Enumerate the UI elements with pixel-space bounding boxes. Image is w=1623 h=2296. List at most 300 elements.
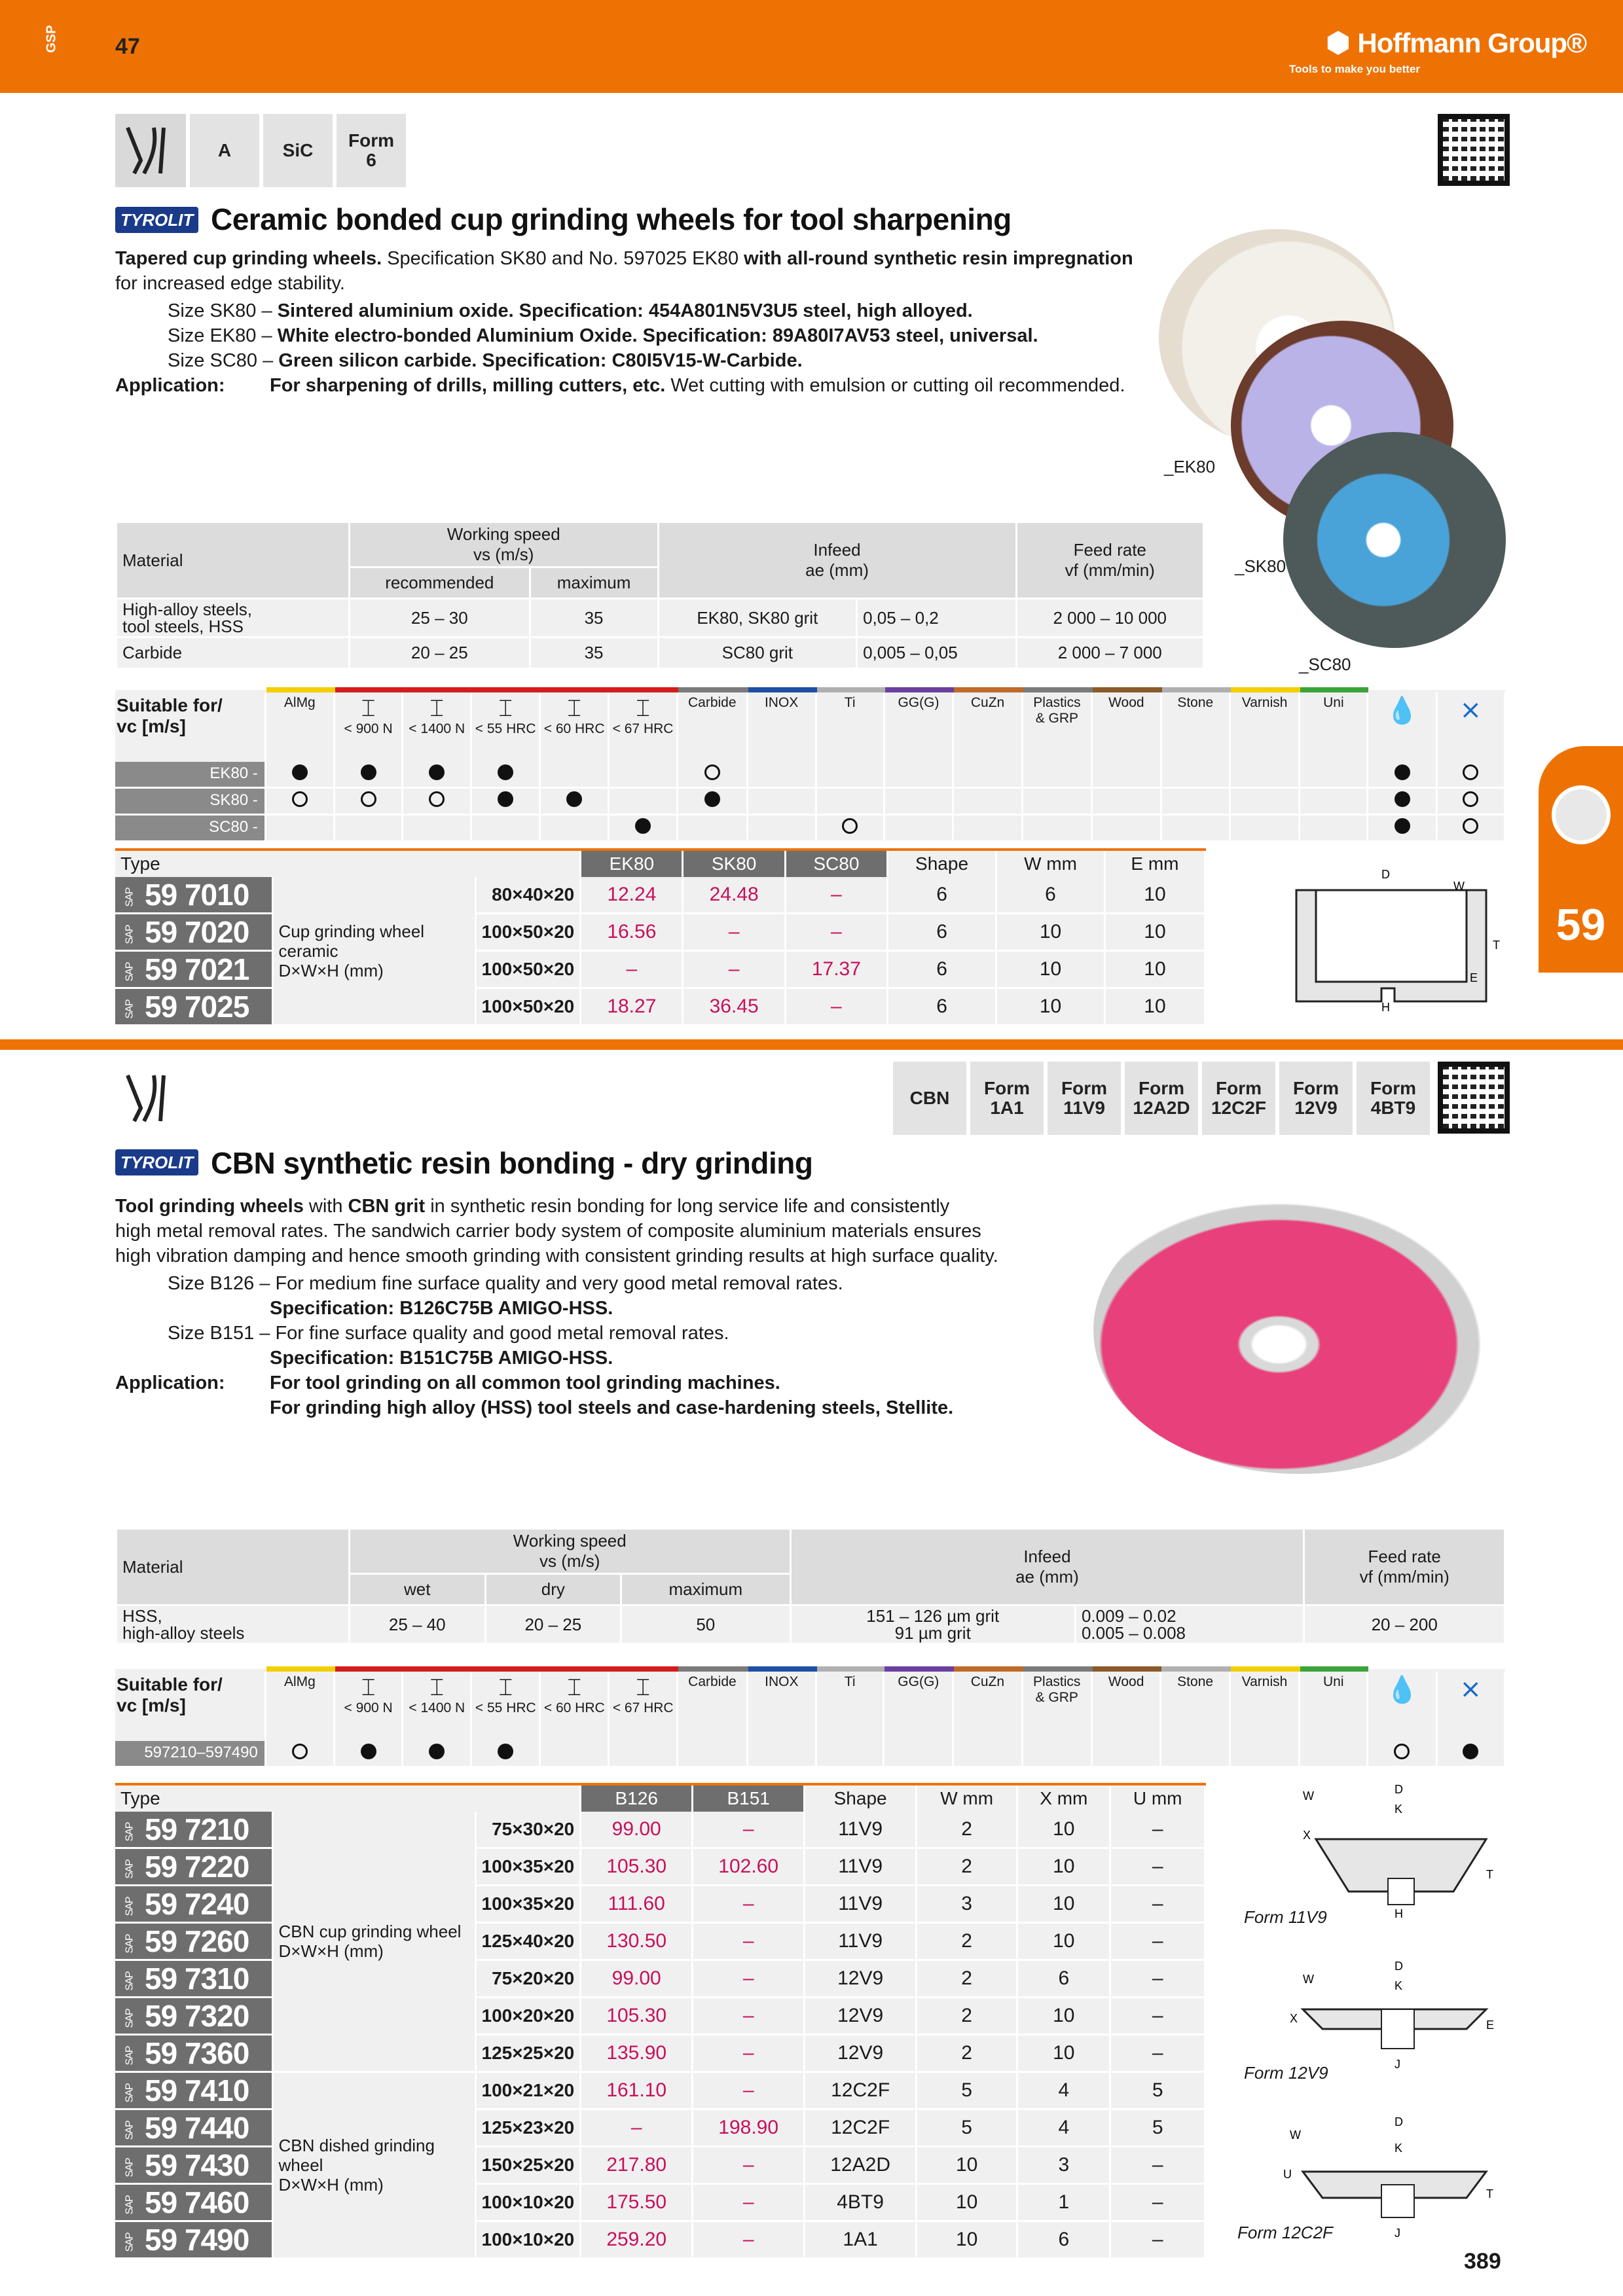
cell-shape: 1A1 bbox=[805, 2221, 917, 2259]
wet-drop-icon: 💧 bbox=[1368, 1669, 1436, 1741]
limited-mark bbox=[1463, 818, 1478, 834]
suit-col-5: ⌶ < 67 HRC bbox=[609, 690, 678, 762]
cell-e-mm: 10 bbox=[1104, 914, 1205, 951]
svg-text:D: D bbox=[1381, 868, 1390, 881]
cell-u-mm: – bbox=[1110, 2035, 1205, 2072]
cell-shape: 11V9 bbox=[805, 1812, 917, 1848]
suit-cell bbox=[1368, 788, 1436, 815]
cell-b151: – bbox=[693, 2221, 805, 2259]
cell-u-mm: – bbox=[1110, 1998, 1205, 2035]
article-number[interactable]: SAP 59 7460 bbox=[115, 2184, 272, 2221]
chapter-tab: 59 bbox=[1539, 746, 1623, 973]
cell-b126: 135.90 bbox=[581, 2035, 693, 2072]
suit-col-15: Uni bbox=[1300, 690, 1368, 762]
cell-b126: 161.10 bbox=[581, 2072, 693, 2109]
cell-e-mm: 10 bbox=[1104, 951, 1205, 988]
gsp-label: GSP bbox=[44, 25, 59, 53]
suit-col-8: Ti bbox=[816, 1669, 883, 1741]
cell-shape: 12V9 bbox=[805, 1960, 917, 1998]
suit-col-2: ⌶ < 1400 N bbox=[403, 1669, 471, 1741]
svg-text:H: H bbox=[1395, 1907, 1403, 1920]
suitable-mark bbox=[498, 764, 513, 780]
badge-sic: SiC bbox=[263, 114, 333, 187]
suitable-mark bbox=[429, 1744, 445, 1759]
suit-cell bbox=[678, 1741, 747, 1767]
article-number[interactable]: SAP 59 7410 bbox=[115, 2072, 272, 2109]
product-description: CBN dished grinding wheel D×W×H (mm) bbox=[272, 2072, 475, 2259]
dimension: 125×25×20 bbox=[475, 2035, 581, 2072]
suit-cell bbox=[953, 762, 1022, 788]
badge-1: Form 1A1 bbox=[970, 1062, 1044, 1135]
cell-sk80: – bbox=[683, 914, 785, 951]
badge-2: Form 11V9 bbox=[1048, 1062, 1121, 1135]
cell-b126: 99.00 bbox=[581, 1960, 693, 1998]
suit-cell bbox=[678, 815, 747, 842]
cell-b151: 102.60 bbox=[693, 1848, 805, 1886]
suit-col-6: Carbide bbox=[678, 690, 747, 762]
suit-col-4: ⌶ < 60 HRC bbox=[540, 690, 609, 762]
suit-cell bbox=[609, 1741, 678, 1767]
suit-cell bbox=[1436, 1741, 1504, 1767]
suit-col-4: ⌶ < 60 HRC bbox=[540, 1669, 609, 1741]
cell-x-mm: 4 bbox=[1017, 2072, 1110, 2109]
dimension: 125×23×20 bbox=[475, 2109, 581, 2147]
cell-sk80: – bbox=[683, 951, 785, 988]
material-table-2: Material Working speed vs (m/s) Infeed ae (mm) Feed rate vf (mm/min) wet dry maximum HSS, high-alloy steels 25 – 40 20 – 25 50 151 – 126 µm grit 91 µm grit 0.009 – 0.02 0.005 – 0.008 20 – 200 bbox=[115, 1528, 1506, 1645]
svg-text:K: K bbox=[1395, 1979, 1403, 1992]
dimension: 100×10×20 bbox=[475, 2221, 581, 2259]
svg-text:X: X bbox=[1290, 2012, 1298, 2025]
cell-w-mm: 10 bbox=[917, 2221, 1017, 2259]
dimension: 100×35×20 bbox=[475, 1886, 581, 1923]
dimension: 100×50×20 bbox=[475, 951, 581, 988]
qr-code[interactable] bbox=[1438, 114, 1510, 186]
suit-cell bbox=[1161, 815, 1230, 842]
section1-sizes: Size SK80 – Sintered aluminium oxide. Specification: 454A801N5V3U5 steel, high alloyed. Size EK80 – White electro-bonded Aluminium Oxide. Specification: 89A80I7AV53 steel, universal. Size SC80 – Green silicon carbide. Specification: C80I5V15-W-Carbide. Application: For sharpening of drills, milling cutters, etc. Wet cutting with emulsion or cutting oil recommended. bbox=[115, 300, 1125, 396]
suit-cell bbox=[747, 1741, 816, 1767]
article-number[interactable]: SAP 59 7021 bbox=[115, 951, 272, 988]
suit-col-11: Plastics & GRP bbox=[1022, 1669, 1091, 1741]
dimension: 125×40×20 bbox=[475, 1923, 581, 1960]
svg-text:D: D bbox=[1395, 2115, 1403, 2128]
suit-cell bbox=[1092, 788, 1161, 815]
suit-cell bbox=[953, 815, 1022, 842]
section2-intro: Tool grinding wheels with CBN grit in synthetic resin bonding for long service life and consistently high metal removal rates. The sandwich carrier body system of composite aluminium materials ensures high vibration damping and hence smooth grinding with consistent grinding results at high surface quality. bbox=[115, 1196, 998, 1266]
suit-cell bbox=[334, 815, 402, 842]
cell-w-mm: 3 bbox=[917, 1886, 1017, 1923]
cell-ek80: – bbox=[581, 951, 683, 988]
cell-b151: – bbox=[693, 1998, 805, 2035]
form-12c2f-label: Form 12C2F bbox=[1237, 2223, 1333, 2242]
badge-3: Form 12A2D bbox=[1125, 1062, 1198, 1135]
suit-cell bbox=[1436, 815, 1504, 842]
suit-row-label: EK80 - bbox=[115, 762, 265, 788]
suit-cell bbox=[953, 788, 1022, 815]
badge-5: Form 12V9 bbox=[1279, 1062, 1353, 1135]
cell-w-mm: 2 bbox=[917, 1923, 1017, 1960]
suitability-table-1 bbox=[115, 687, 1506, 842]
suit-cell bbox=[1230, 762, 1300, 788]
article-number[interactable]: SAP 59 7025 bbox=[115, 988, 272, 1026]
qr-code-2[interactable] bbox=[1438, 1062, 1510, 1134]
cell-u-mm: – bbox=[1110, 1812, 1205, 1848]
suit-cell bbox=[747, 762, 816, 788]
suit-cell bbox=[471, 1741, 540, 1767]
dimension: 100×50×20 bbox=[475, 988, 581, 1026]
suitable-mark bbox=[361, 764, 376, 780]
cell-sc80: – bbox=[785, 877, 887, 914]
cell-w-mm: 5 bbox=[917, 2109, 1017, 2147]
dimension: 100×50×20 bbox=[475, 914, 581, 951]
cell-u-mm: 5 bbox=[1110, 2109, 1205, 2147]
svg-text:W: W bbox=[1303, 1789, 1314, 1803]
suitable-mark bbox=[704, 791, 720, 807]
cell-x-mm: 10 bbox=[1017, 1923, 1110, 1960]
suit-cell bbox=[1022, 762, 1091, 788]
cell-w-mm: 5 bbox=[917, 2072, 1017, 2109]
dimension: 150×25×20 bbox=[475, 2147, 581, 2184]
suit-cell bbox=[816, 815, 884, 842]
suit-row bbox=[115, 815, 1505, 842]
cell-x-mm: 10 bbox=[1017, 2035, 1110, 2072]
suit-row-label: 597210–597490 bbox=[115, 1741, 265, 1767]
article-number[interactable]: SAP 59 7220 bbox=[115, 1848, 272, 1886]
cell-b151: – bbox=[693, 2035, 805, 2072]
cell-shape: 6 bbox=[888, 988, 996, 1026]
article-number[interactable]: SAP 59 7020 bbox=[115, 914, 272, 951]
suit-cell bbox=[403, 815, 471, 842]
suit-cell bbox=[1368, 815, 1436, 842]
tool-icon-2 bbox=[115, 1066, 186, 1131]
badge-form6: Form 6 bbox=[337, 114, 406, 187]
suit-cell bbox=[1300, 815, 1368, 842]
cell-w-mm: 10 bbox=[917, 2147, 1017, 2184]
suit-cell bbox=[884, 788, 953, 815]
dimension: 75×20×20 bbox=[475, 1960, 581, 1998]
article-number[interactable]: SAP 59 7210 bbox=[115, 1812, 272, 1848]
suit-cell bbox=[540, 1741, 609, 1767]
dry-drop-icon: ⨯ bbox=[1436, 690, 1504, 762]
svg-text:W: W bbox=[1303, 1973, 1314, 1986]
cell-b126: 105.30 bbox=[581, 1998, 693, 2035]
cell-b126: 259.20 bbox=[581, 2221, 693, 2259]
cell-u-mm: – bbox=[1110, 2147, 1205, 2184]
limited-mark bbox=[292, 1744, 308, 1759]
svg-text:K: K bbox=[1395, 1803, 1403, 1816]
cell-shape: 12C2F bbox=[805, 2072, 917, 2109]
product-description: Cup grinding wheel ceramic D×W×H (mm) bbox=[272, 877, 475, 1026]
cell-u-mm: – bbox=[1110, 1886, 1205, 1923]
cell-u-mm: – bbox=[1110, 1848, 1205, 1886]
svg-text:X: X bbox=[1303, 1829, 1311, 1842]
suitability-table-2 bbox=[115, 1666, 1506, 1768]
suit-cell bbox=[1022, 1741, 1091, 1767]
cell-b151: – bbox=[693, 2147, 805, 2184]
cell-u-mm: – bbox=[1110, 1960, 1205, 1998]
svg-text:D: D bbox=[1395, 1783, 1403, 1796]
cell-x-mm: 6 bbox=[1017, 1960, 1110, 1998]
cell-w-mm: 6 bbox=[996, 877, 1105, 914]
i-beam-icon: ⌶ bbox=[636, 1674, 651, 1700]
svg-text:H: H bbox=[1381, 1001, 1390, 1014]
badge-a: A bbox=[190, 114, 259, 187]
cell-x-mm: 3 bbox=[1017, 2147, 1110, 2184]
i-beam-icon: ⌶ bbox=[429, 1674, 445, 1700]
article-number[interactable]: SAP 59 7310 bbox=[115, 1960, 272, 1998]
brand-tagline: Tools to make you better bbox=[1289, 63, 1420, 75]
suit-cell bbox=[609, 762, 678, 788]
suit-cell bbox=[884, 1741, 953, 1767]
badges-section2 bbox=[893, 1062, 1430, 1135]
suitable-mark bbox=[635, 818, 651, 834]
suit-row-label: SK80 - bbox=[115, 788, 265, 815]
form-11v9-label: Form 11V9 bbox=[1244, 1907, 1327, 1927]
cell-x-mm: 4 bbox=[1017, 2109, 1110, 2147]
suit-col-9: GG(G) bbox=[884, 690, 953, 762]
suit-col-0: AlMg bbox=[265, 1669, 334, 1741]
limited-mark bbox=[361, 791, 376, 807]
suit-row bbox=[115, 788, 1505, 815]
suit-cell bbox=[747, 788, 816, 815]
svg-text:W: W bbox=[1453, 880, 1465, 893]
cell-b126: 175.50 bbox=[581, 2184, 693, 2221]
suit-cell bbox=[1300, 788, 1368, 815]
suit-cell bbox=[334, 1741, 402, 1767]
form-12v9-drawing bbox=[1277, 1957, 1512, 2075]
cell-w-mm: 2 bbox=[917, 1812, 1017, 1848]
suit-col-6: Carbide bbox=[678, 1669, 747, 1741]
cell-b151: – bbox=[693, 2072, 805, 2109]
suitable-mark bbox=[498, 791, 513, 807]
cell-b151: – bbox=[693, 2184, 805, 2221]
cell-w-mm: 10 bbox=[996, 988, 1105, 1026]
suit-row-label: SC80 - bbox=[115, 815, 265, 842]
cell-x-mm: 10 bbox=[1017, 1998, 1110, 2035]
cell-shape: 6 bbox=[888, 877, 996, 914]
i-beam-icon: ⌶ bbox=[429, 694, 445, 721]
limited-mark bbox=[842, 818, 858, 834]
dimension: 100×20×20 bbox=[475, 1998, 581, 2035]
cell-shape: 12A2D bbox=[805, 2147, 917, 2184]
cell-sc80: 17.37 bbox=[785, 951, 887, 988]
suitable-mark bbox=[1463, 1744, 1478, 1759]
suitable-mark bbox=[566, 791, 582, 807]
label-ek80: _EK80 bbox=[1164, 457, 1216, 476]
svg-text:D: D bbox=[1395, 1960, 1403, 1973]
cell-b151: – bbox=[693, 1923, 805, 1960]
svg-text:E: E bbox=[1470, 971, 1478, 984]
section2-title: CBN synthetic resin bonding - dry grinding bbox=[211, 1146, 813, 1180]
cell-ek80: 12.24 bbox=[581, 877, 683, 914]
cell-shape: 12V9 bbox=[805, 2035, 917, 2072]
dimension: 75×30×20 bbox=[475, 1812, 581, 1848]
suit-col-3: ⌶ < 55 HRC bbox=[471, 1669, 540, 1741]
cell-u-mm: – bbox=[1110, 2184, 1205, 2221]
table-row bbox=[115, 1812, 1205, 1848]
i-beam-icon: ⌶ bbox=[567, 694, 581, 721]
suit-cell bbox=[403, 762, 471, 788]
cell-u-mm: – bbox=[1110, 1923, 1205, 1960]
article-number[interactable]: SAP 59 7490 bbox=[115, 2221, 272, 2259]
dry-drop-icon: ⨯ bbox=[1436, 1669, 1504, 1741]
suitable-mark bbox=[498, 1744, 513, 1759]
suitable-mark bbox=[429, 764, 445, 780]
svg-text:U: U bbox=[1283, 2168, 1292, 2181]
suit-label: Suitable for/ vc [m/s] bbox=[115, 1669, 265, 1741]
table-row bbox=[115, 877, 1205, 914]
i-beam-icon: ⌶ bbox=[361, 694, 376, 721]
cell-shape: 11V9 bbox=[805, 1923, 917, 1960]
suit-cell bbox=[678, 762, 747, 788]
suit-col-10: CuZn bbox=[953, 1669, 1022, 1741]
suit-cell bbox=[1091, 1741, 1160, 1767]
article-number[interactable]: SAP 59 7010 bbox=[115, 877, 272, 914]
limited-mark bbox=[704, 764, 720, 780]
svg-text:E: E bbox=[1486, 2018, 1495, 2032]
section1-title: Ceramic bonded cup grinding wheels for tool sharpening bbox=[211, 202, 1012, 236]
dimension: 100×10×20 bbox=[475, 2184, 581, 2221]
cell-b126: 111.60 bbox=[581, 1886, 693, 1923]
cell-x-mm: 1 bbox=[1017, 2184, 1110, 2221]
top-bar bbox=[0, 0, 1623, 93]
tyrolit-logo-2: TYROLIT bbox=[115, 1149, 198, 1175]
suit-col-13: Stone bbox=[1161, 1669, 1230, 1741]
suit-cell bbox=[471, 788, 540, 815]
limited-mark bbox=[292, 791, 308, 807]
article-number[interactable]: SAP 59 7360 bbox=[115, 2035, 272, 2072]
suit-col-14: Varnish bbox=[1230, 1669, 1299, 1741]
article-number[interactable]: SAP 59 7440 bbox=[115, 2109, 272, 2147]
svg-text:W: W bbox=[1290, 2128, 1301, 2142]
suit-cell bbox=[1092, 762, 1161, 788]
suit-cell bbox=[471, 815, 540, 842]
suit-cell bbox=[1161, 788, 1230, 815]
article-number[interactable]: SAP 59 7240 bbox=[115, 1886, 272, 1923]
cell-shape: 12C2F bbox=[805, 2109, 917, 2147]
suit-cell bbox=[1300, 762, 1368, 788]
cell-b151: 198.90 bbox=[693, 2109, 805, 2147]
suit-col-12: Wood bbox=[1091, 1669, 1160, 1741]
suit-cell bbox=[1368, 762, 1436, 788]
suit-cell bbox=[471, 762, 540, 788]
cell-w-mm: 10 bbox=[917, 2184, 1017, 2221]
svg-text:T: T bbox=[1486, 2187, 1493, 2200]
article-number[interactable]: SAP 59 7320 bbox=[115, 1998, 272, 2035]
svg-text:K: K bbox=[1395, 2142, 1403, 2155]
svg-text:J: J bbox=[1395, 2058, 1400, 2071]
cell-w-mm: 2 bbox=[917, 1998, 1017, 2035]
i-beam-icon: ⌶ bbox=[498, 1674, 513, 1700]
wheel-image-sc80 bbox=[1283, 432, 1506, 648]
cell-x-mm: 10 bbox=[1017, 1812, 1110, 1848]
suit-cell bbox=[1436, 762, 1504, 788]
suit-cell bbox=[1230, 1741, 1299, 1767]
i-beam-icon: ⌶ bbox=[636, 694, 650, 721]
suit-cell bbox=[540, 762, 609, 788]
cell-shape: 4BT9 bbox=[805, 2184, 917, 2221]
suit-cell bbox=[334, 788, 402, 815]
suit-grid bbox=[115, 687, 1506, 842]
cell-w-mm: 10 bbox=[996, 914, 1105, 951]
cell-b151: – bbox=[693, 1886, 805, 1923]
cbn-wheel-image bbox=[1093, 1186, 1506, 1474]
suit-cell bbox=[1092, 815, 1161, 842]
suit-cell bbox=[884, 762, 953, 788]
cell-ek80: 16.56 bbox=[581, 914, 683, 951]
article-number[interactable]: SAP 59 7430 bbox=[115, 2147, 272, 2184]
cell-b126: – bbox=[581, 2109, 693, 2147]
badge-0: CBN bbox=[893, 1062, 966, 1135]
svg-text:T: T bbox=[1493, 939, 1500, 952]
suit-col-7: INOX bbox=[747, 690, 816, 762]
limited-mark bbox=[429, 791, 445, 807]
suit-cell bbox=[265, 762, 334, 788]
i-beam-icon: ⌶ bbox=[567, 1674, 582, 1700]
suit-col-11: Plastics & GRP bbox=[1022, 690, 1091, 762]
brand-logo: ⬢ Hoffmann Group® bbox=[1325, 27, 1586, 59]
i-beam-icon: ⌶ bbox=[361, 1674, 376, 1700]
footer-page-number: 389 bbox=[1464, 2249, 1501, 2274]
svg-text:T: T bbox=[1486, 1868, 1493, 1881]
cell-shape: 11V9 bbox=[805, 1848, 917, 1886]
suit-cell bbox=[334, 762, 402, 788]
suitable-mark bbox=[292, 764, 308, 780]
suit-cell bbox=[884, 815, 953, 842]
suit-cell bbox=[1161, 1741, 1230, 1767]
suit-label: Suitable for/ vc [m/s] bbox=[115, 690, 265, 762]
suit-row bbox=[115, 1741, 1505, 1767]
cell-b151: – bbox=[693, 1812, 805, 1848]
cell-e-mm: 10 bbox=[1104, 877, 1205, 914]
cell-sk80: 36.45 bbox=[683, 988, 785, 1026]
suit-cell bbox=[816, 1741, 883, 1767]
limited-mark bbox=[1394, 1744, 1410, 1759]
material-table-1: Material Working speed vs (m/s) Infeed ae (mm) Feed rate vf (mm/min) recommended maximum High-alloy steels, tool steels, HSS 25 – 30 35 EK80, SK80 grit 0,05 – 0,2 2 000 – 10 000 Carbide 20 – 25 35 SC80 grit 0,005 – 0,05 2 000 – 7 000 bbox=[115, 521, 1205, 670]
tool-icon bbox=[115, 114, 186, 187]
suit-cell bbox=[540, 788, 609, 815]
section1-intro: Tapered cup grinding wheels. Specification SK80 and No. 597025 EK80 with all-round synthetic resin impregnation for increased edge stability. bbox=[115, 248, 1133, 294]
suit-col-10: CuZn bbox=[953, 690, 1022, 762]
cell-w-mm: 2 bbox=[917, 2035, 1017, 2072]
cell-x-mm: 10 bbox=[1017, 1848, 1110, 1886]
suit-cell bbox=[609, 788, 678, 815]
suit-cell bbox=[747, 815, 816, 842]
cell-shape: 6 bbox=[888, 914, 996, 951]
suit-cell bbox=[1230, 788, 1300, 815]
suit-cell bbox=[1230, 815, 1300, 842]
cell-sc80: – bbox=[785, 914, 887, 951]
suit-cell bbox=[1161, 762, 1230, 788]
suit-col-2: ⌶ < 1400 N bbox=[403, 690, 471, 762]
suitable-mark bbox=[1395, 791, 1410, 807]
suit-cell bbox=[403, 788, 471, 815]
label-sk80: _SK80 bbox=[1235, 556, 1286, 576]
suit-cell bbox=[1368, 1741, 1436, 1767]
cell-sk80: 24.48 bbox=[683, 877, 785, 914]
product-table-2: Type B126 B151 Shape W mm X mm U mm SAP 59 7210 CBN cup grinding wheel D×W×H (mm) 75×30×20 99.00 – 11V9 2 10 – SAP 59 7220 100×35×20 105.30 102.60 11V9 2 10 – SAP 59 7240 100×35×20 111.60 – 11V9 3 10 – SAP 59 7260 125×40×20 130.50 – 11V9 2 10 – SAP 59 7310 75×20×20 99.00 – 12V9 2 6 – SAP 59 7320 100×20×20 105.30 – 12V9 2 10 – SAP 59 7360 125×25×20 135.90 – 12V9 2 10 – SAP 59 7410 CBN dished grinding wheel D×W×H (mm) 100×21×20 161.10 – 12C2F 5 4 5 SAP 59 7440 125×23×20 – 198.90 12C2F 5 4 5 SAP 59 7430 150×25×20 217.80 – 12A2D 10 3 – SAP 59 7460 100×10×20 175.50 – 4BT9 10 1 – SAP 59 7490 100×10×20 259.20 – 1A1 10 6 – bbox=[115, 1785, 1206, 2259]
cell-b151: – bbox=[693, 1960, 805, 1998]
suit-cell bbox=[953, 1741, 1022, 1767]
article-number[interactable]: SAP 59 7260 bbox=[115, 1923, 272, 1960]
suitable-mark bbox=[1395, 764, 1410, 780]
cell-sc80: – bbox=[785, 988, 887, 1026]
suit-cell bbox=[1436, 788, 1504, 815]
dimension: 100×35×20 bbox=[475, 1848, 581, 1886]
cell-b126: 217.80 bbox=[581, 2147, 693, 2184]
suit-col-1: ⌶ < 900 N bbox=[334, 1669, 402, 1741]
cell-e-mm: 10 bbox=[1104, 988, 1205, 1026]
suit-col-12: Wood bbox=[1092, 690, 1161, 762]
